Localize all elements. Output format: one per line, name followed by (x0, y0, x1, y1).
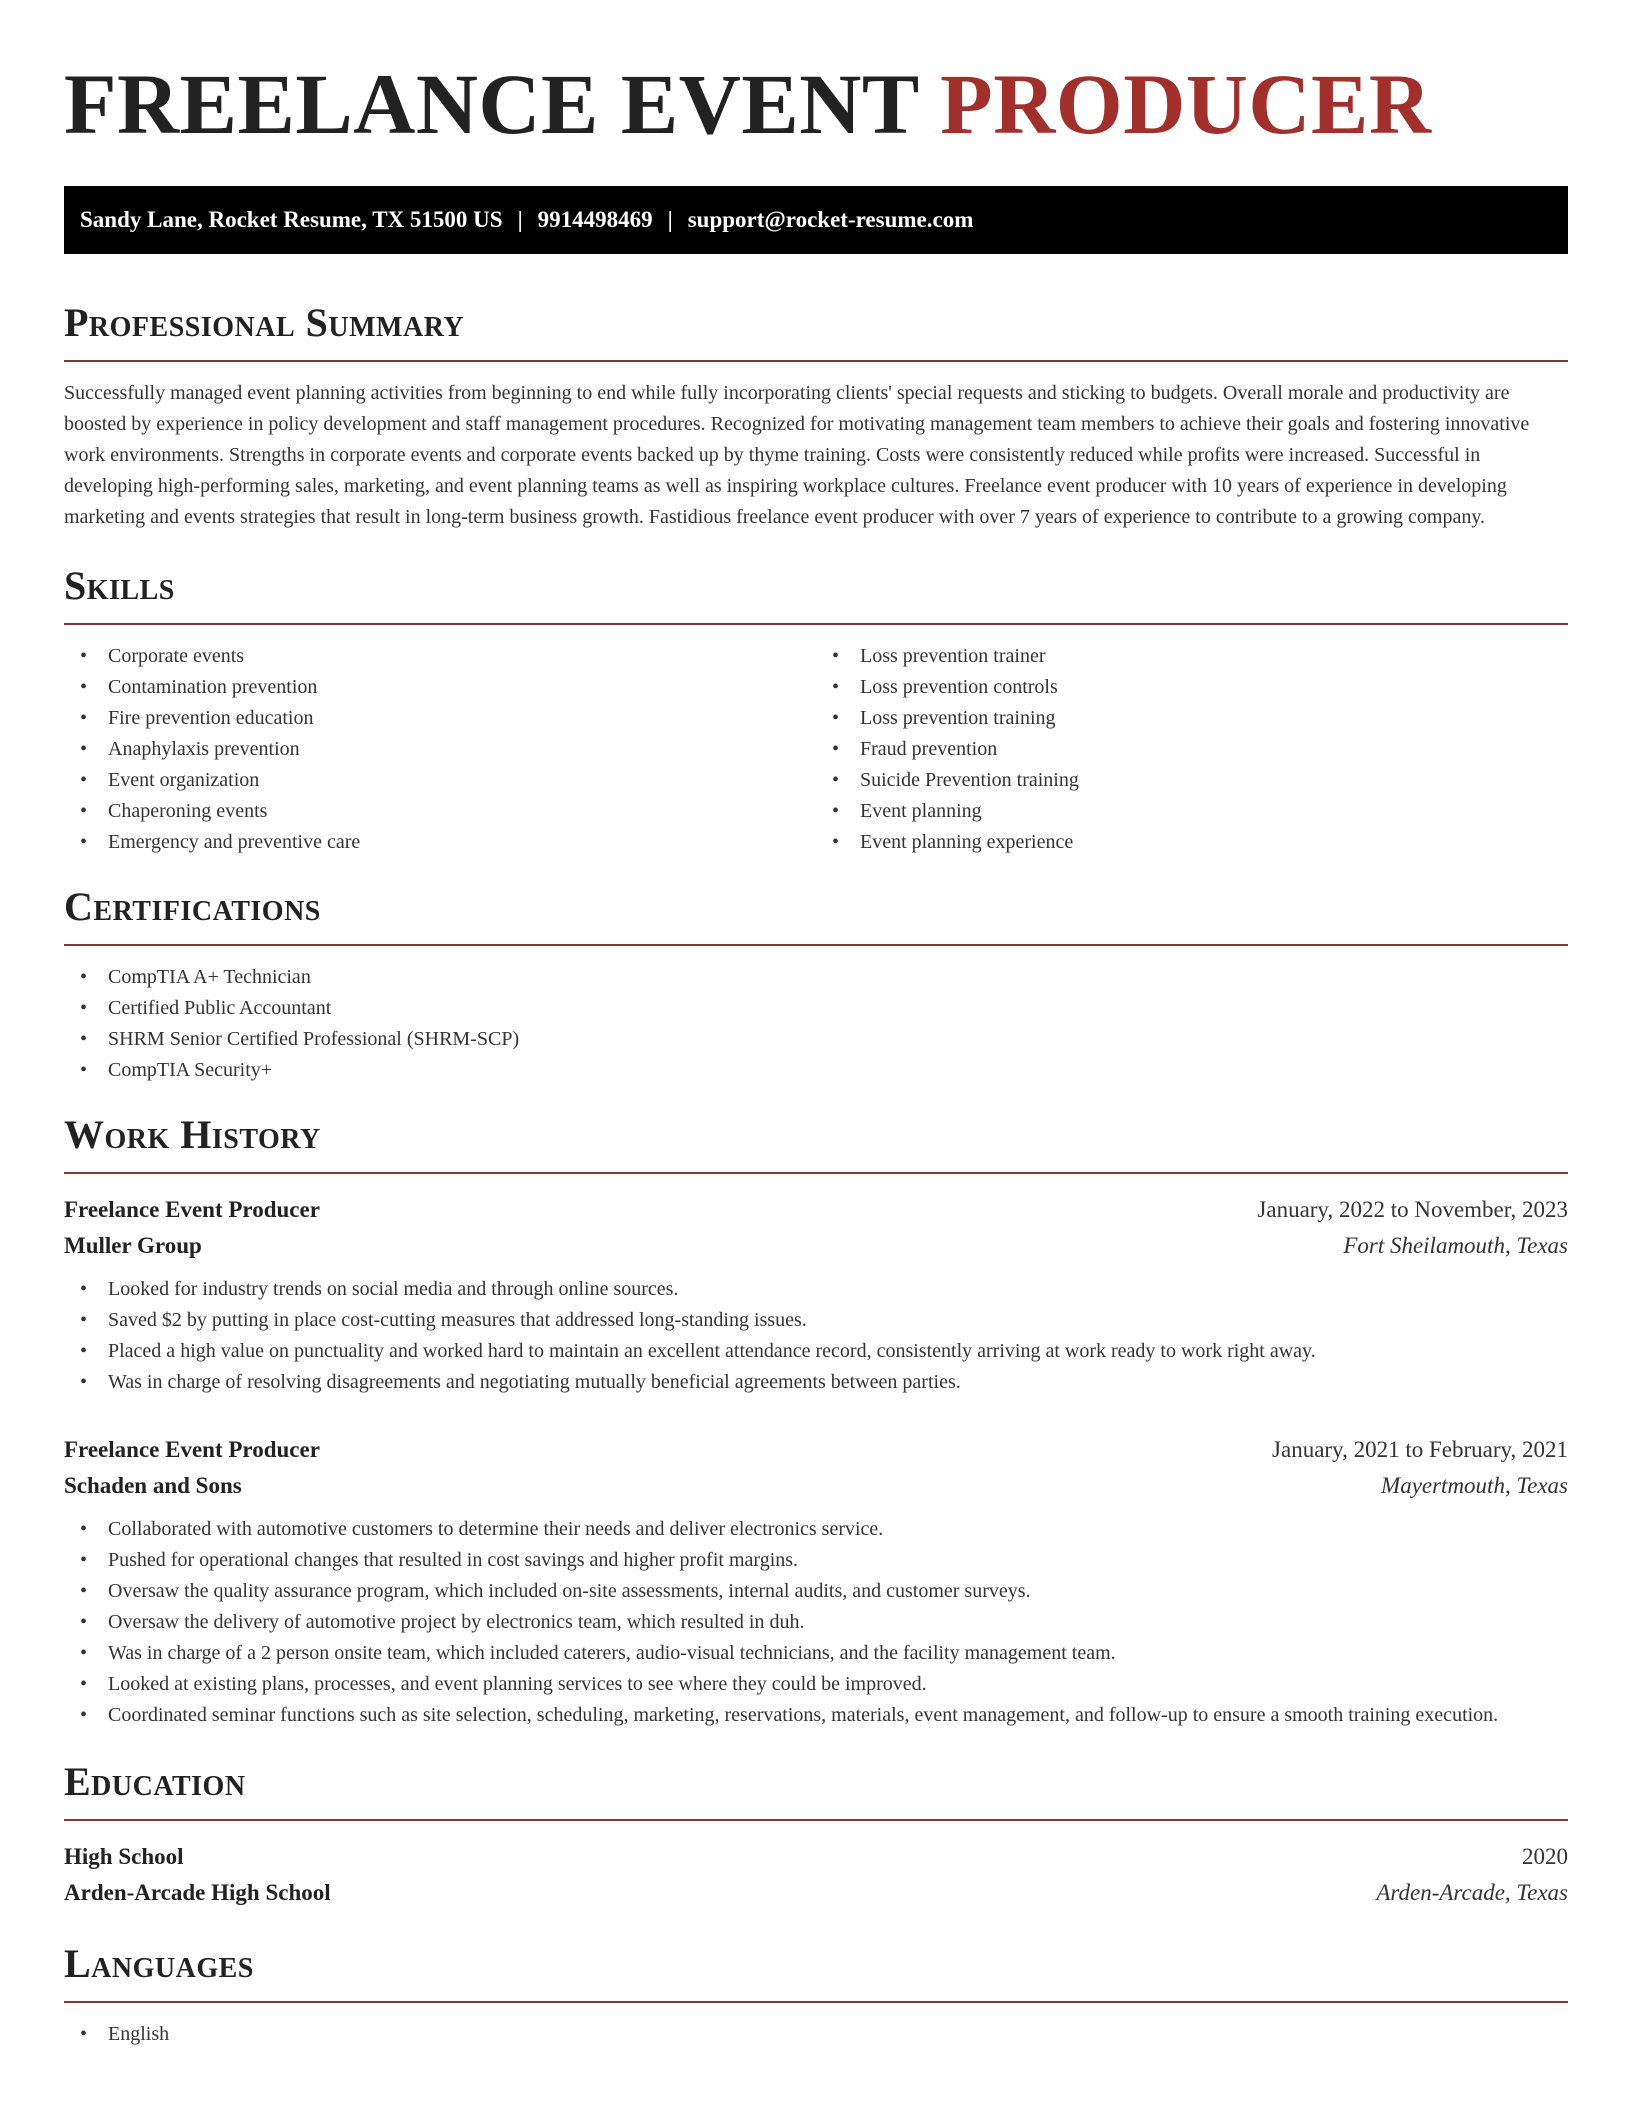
skills-columns (64, 625, 1568, 858)
education-degree-row (64, 1839, 1568, 1875)
skill-item: • Event planning experience (816, 827, 1568, 858)
job-bullet: • Oversaw the delivery of automotive project by electronics team, which resulted in duh. (64, 1607, 1568, 1638)
contact-address: Sandy Lane, Rocket Resume, TX 51500 US (80, 207, 503, 232)
skill-item: • Fraud prevention (816, 734, 1568, 765)
skill-item: • Event planning (816, 796, 1568, 827)
skill-item: • Loss prevention trainer (816, 641, 1568, 672)
skill-item: • Emergency and preventive care (64, 827, 816, 858)
certifications-heading: Certifications (64, 882, 1568, 946)
contact-separator: | (667, 207, 673, 232)
education-year: 2020 (1522, 1844, 1568, 1869)
languages-list (64, 2019, 1568, 2050)
skill-item: • Suicide Prevention training (816, 765, 1568, 796)
job-bullet: • Placed a high value on punctuality and worked hard to maintain an excellent attendance record, consistently arriving at work ready to work right away. (64, 1336, 1568, 1367)
skill-item: • Anaphylaxis prevention (64, 734, 816, 765)
job-bullet: • Pushed for operational changes that resulted in cost savings and higher profit margins. (64, 1545, 1568, 1576)
skill-item: • Corporate events (64, 641, 816, 672)
job-bullets (64, 1274, 1568, 1398)
job-title: Freelance Event Producer (64, 1437, 320, 1462)
certification-item: • CompTIA A+ Technician (64, 962, 1568, 993)
job-header-row (64, 1432, 1568, 1468)
education-location: Arden-Arcade, Texas (1376, 1880, 1568, 1905)
job-bullet: • Was in charge of a 2 person onsite team, which included caterers, audio-visual technicians, and the facility management team. (64, 1638, 1568, 1669)
skill-item: • Loss prevention training (816, 703, 1568, 734)
skills-heading: Skills (64, 561, 1568, 625)
job-bullet: • Oversaw the quality assurance program, which included on-site assessments, internal audits, and customer surveys. (64, 1576, 1568, 1607)
skill-item: • Contamination prevention (64, 672, 816, 703)
skills-list-right (816, 641, 1568, 858)
job-company-row (64, 1468, 1568, 1504)
resume-title (64, 0, 1568, 152)
job-bullet: • Coordinated seminar functions such as site selection, scheduling, marketing, reservations, materials, event management, and follow-up to ensure a smooth training execution. (64, 1700, 1568, 1731)
contact-email: support@rocket-resume.com (687, 207, 974, 232)
skill-item: • Loss prevention controls (816, 672, 1568, 703)
contact-phone: 9914498469 (537, 207, 653, 232)
job-location: Mayertmouth, Texas (1381, 1473, 1568, 1498)
skills-list-left (64, 641, 816, 858)
summary-heading: Professional Summary (64, 298, 1568, 362)
certification-item: • Certified Public Accountant (64, 993, 1568, 1024)
language-item: • English (64, 2019, 1568, 2050)
title-accent-part: PRODUCER (940, 56, 1432, 152)
certification-item: • SHRM Senior Certified Professional (SHRM-SCP) (64, 1024, 1568, 1055)
job-entry (64, 1432, 1568, 1731)
education-school: Arden-Arcade High School (64, 1880, 331, 1905)
skill-item: • Chaperoning events (64, 796, 816, 827)
job-dates: January, 2022 to November, 2023 (1257, 1197, 1568, 1222)
job-bullet: • Was in charge of resolving disagreements and negotiating mutually beneficial agreements between parties. (64, 1367, 1568, 1398)
job-bullet: • Collaborated with automotive customers to determine their needs and deliver electronics service. (64, 1514, 1568, 1545)
job-bullets (64, 1514, 1568, 1731)
skill-item: • Event organization (64, 765, 816, 796)
job-header-row (64, 1192, 1568, 1228)
job-company: Schaden and Sons (64, 1473, 242, 1498)
job-company: Muller Group (64, 1233, 202, 1258)
summary-text: Successfully managed event planning activities from beginning to end while fully incorporating clients' special requests and sticking to budgets. Overall morale and productivity are boosted by experience in policy development and staff management procedures. Recognized for motivating management team members to achieve their goals and fostering innovative work environments. Strengths in corporate events and corporate events backed up by thyme training. Costs were consistently reduced while profits were increased. Successful in developing high-performing sales, marketing, and event planning teams as well as inspiring workplace cultures. Freelance event producer with 10 years of experience in developing marketing and events strategies that result in long-term business growth. Fastidious freelance event producer with over 7 years of experience to contribute to a growing company. (64, 382, 1530, 528)
certification-item: • CompTIA Security+ (64, 1055, 1568, 1086)
work-history-heading: Work History (64, 1110, 1568, 1174)
contact-separator: | (517, 207, 523, 232)
job-company-row (64, 1228, 1568, 1264)
contact-bar (64, 186, 1568, 254)
title-job-part: FREELANCE EVENT (64, 56, 919, 152)
certifications-list (64, 962, 1568, 1086)
job-location: Fort Sheilamouth, Texas (1343, 1233, 1568, 1258)
job-entry (64, 1192, 1568, 1398)
languages-heading: Languages (64, 1939, 1568, 2003)
education-entry (64, 1839, 1568, 1911)
skill-item: • Fire prevention education (64, 703, 816, 734)
job-bullet: • Looked at existing plans, processes, and event planning services to see where they could be improved. (64, 1669, 1568, 1700)
education-heading: Education (64, 1757, 1568, 1821)
job-bullet: • Saved $2 by putting in place cost-cutting measures that addressed long-standing issues. (64, 1305, 1568, 1336)
job-dates: January, 2021 to February, 2021 (1272, 1437, 1568, 1462)
education-school-row (64, 1875, 1568, 1911)
job-title: Freelance Event Producer (64, 1197, 320, 1222)
job-bullet: • Looked for industry trends on social media and through online sources. (64, 1274, 1568, 1305)
education-degree: High School (64, 1844, 184, 1869)
